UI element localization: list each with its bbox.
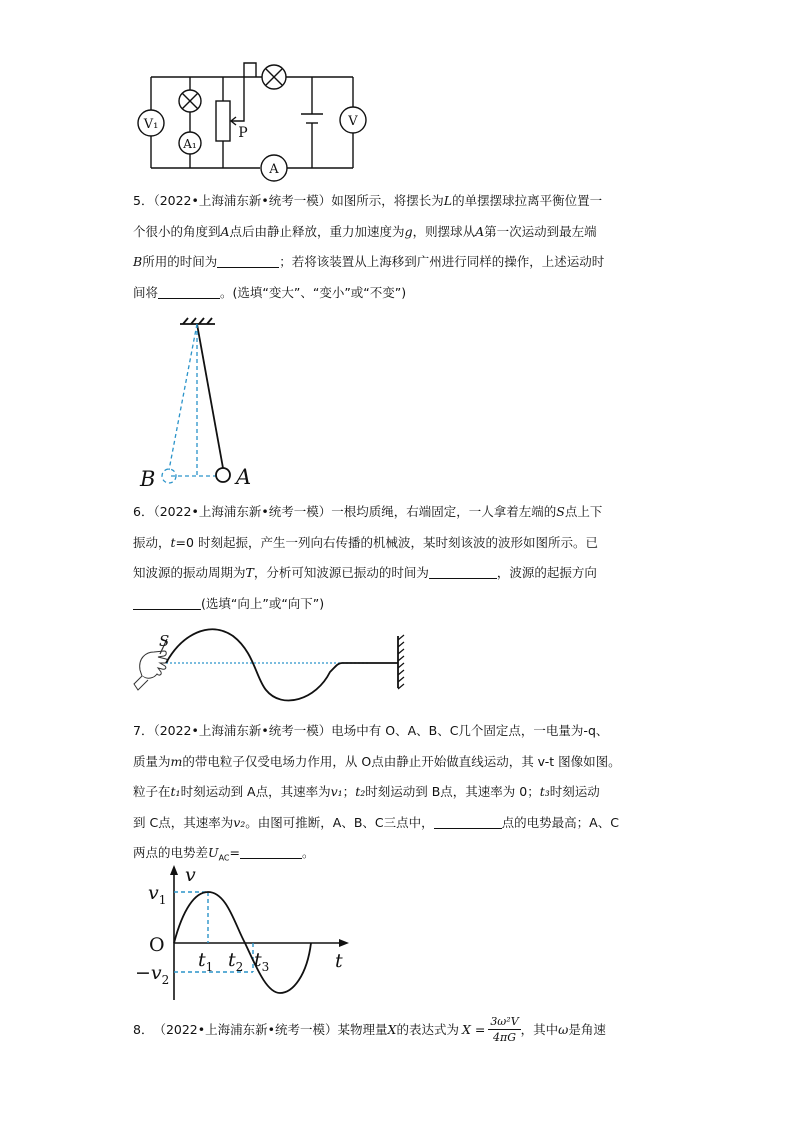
question-8: 8． （2022•上海浦东新•统考一模） 某物理量 X 的表达式为 X = $\frac{\text{3ω²V}}{4\pi G}$ ，其中 ω 是角速 <box>133 1015 606 1044</box>
answer-blank-5b[interactable] <box>158 284 220 299</box>
formula-fraction: $\frac{\text{3ω²V}}{4\pi G}$ <box>490 1015 519 1044</box>
meter-a1-label: A₁ <box>183 137 197 151</box>
answer-blank-5a[interactable] <box>217 253 279 268</box>
answer-blank-7a[interactable] <box>434 814 502 829</box>
answer-blank-6b[interactable] <box>133 595 201 610</box>
y-axis-label: v <box>185 865 196 886</box>
origin-label: O <box>149 934 165 956</box>
svg-text:v1: $v_1$ <box>148 882 167 907</box>
answer-blank-7b[interactable] <box>240 844 302 859</box>
label-a: A <box>236 465 252 489</box>
slider-label: P <box>238 125 248 141</box>
question-6: 6．（2022•上海浦东新•统考一模）一根均质绳，右端固定，一人拿着左端的S点上下 振动，t=0 时刻起振，产生一列向右传播的机械波，某时刻该波的波形如图所示。已 知波源的振动周期为T，分析可知波源已振动的时间为 ，波源的起振方向 (选填“向上”或“向下”) <box>133 504 603 611</box>
label-b: B <box>140 467 156 491</box>
svg-text:t2: $t_2$ <box>228 949 244 974</box>
wave-curve <box>166 629 398 700</box>
meter-a-label: A <box>269 162 279 177</box>
ball-position-a <box>216 468 230 482</box>
svg-text:−v2: $-v_2$ <box>135 962 170 987</box>
meter-v-label: V <box>348 114 358 129</box>
question-7: 7．（2022•上海浦东新•统考一模）电场中有 O、A、B、C几个固定点，一电量为-q、 质量为m的带电粒子仅受电场力作用，从 O点由静止开始做直线运动，其 v-t 图像如图。 粒子在t₁时刻运动到 A点，其速率为v₁；t₂时刻运动到 B点，其速率为 0；t₃时刻运动 到 C点，其速率为v₂。由图可推断，A、B、C三点中， 点的电势最高；A、C 两点的电势差$U_{AC}=$ 。 <box>133 723 621 863</box>
answer-blank-6a[interactable] <box>429 564 497 579</box>
hand-icon <box>134 651 168 690</box>
svg-text:t1: $t_1$ <box>198 949 214 974</box>
v-t-graph <box>135 865 360 1005</box>
x-axis-label: t <box>335 950 343 972</box>
meter-v1-label: V₁ <box>143 117 159 132</box>
rope-wave-diagram <box>132 622 412 702</box>
label-s: S <box>159 632 170 650</box>
svg-text:t3: $t_3$ <box>254 949 270 974</box>
question-5: 5．（2022•上海浦东新•统考一模）如图所示，将摆长为L的单摆摆球拉离平衡位置一 个很小的角度到A点后由静止释放，重力加速度为g，则摆球从A第一次运动到最左端 B所用的时间为 ；若将该装置从上海移到广州进行同样的操作，上述运动时 间将 。(选填“变大”、“变小”或“不变”) <box>133 193 605 300</box>
circuit-diagram <box>130 60 380 185</box>
pendulum-diagram <box>135 312 265 492</box>
